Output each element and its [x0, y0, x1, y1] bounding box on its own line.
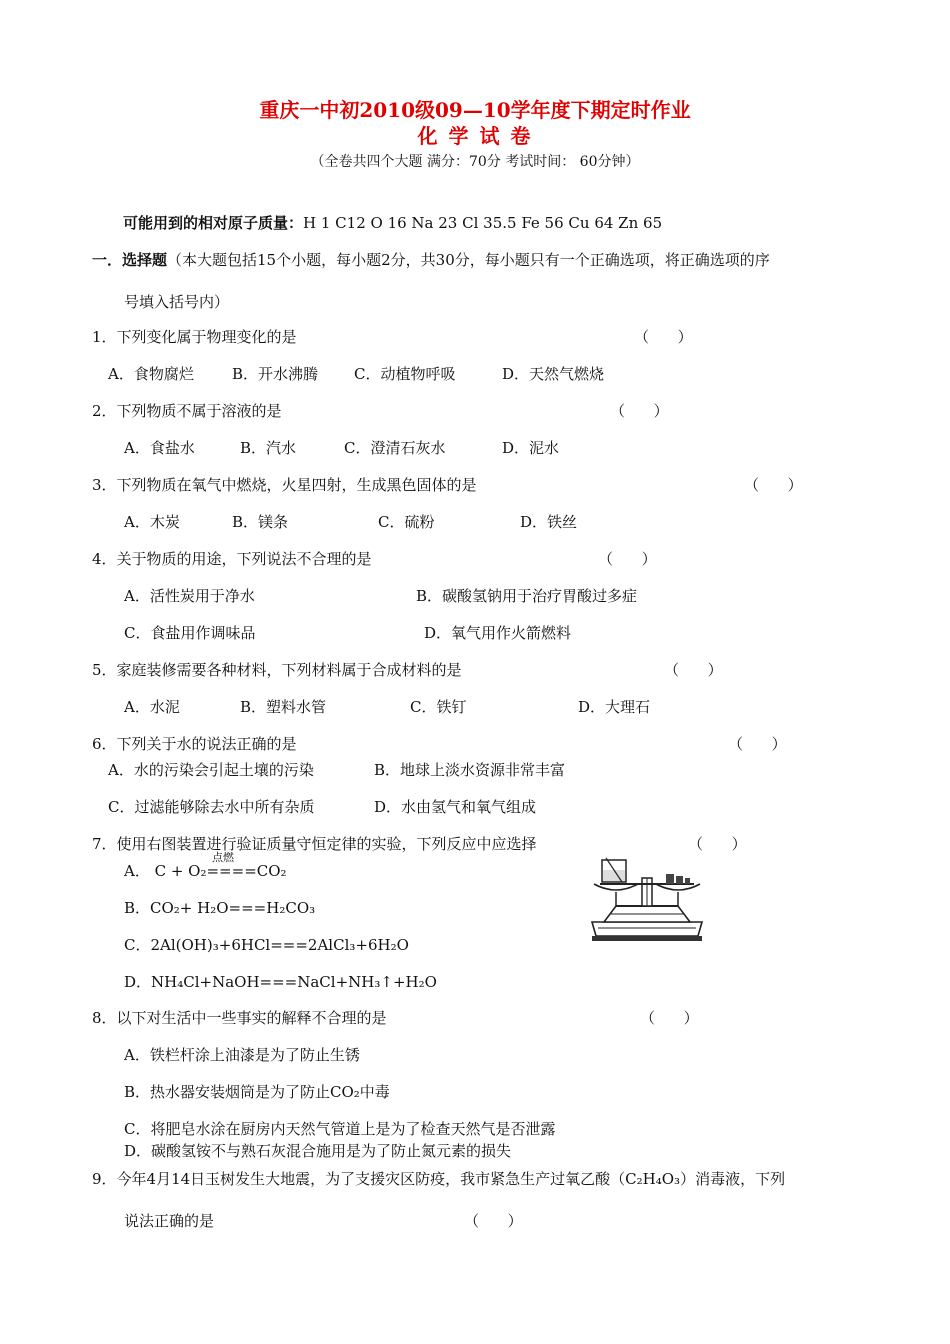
q1-option-d: D．天然气燃烧: [502, 365, 605, 383]
question-1-stem: 1．下列变化属于物理变化的是: [92, 328, 297, 346]
q6-option-b: B．地球上淡水资源非常丰富: [374, 761, 566, 779]
answer-blank: （ ）: [598, 550, 657, 568]
question-7-stem: 7．使用右图装置进行验证质量守恒定律的实验，下列反应中应选择: [92, 835, 537, 853]
q7-option-a: A． C + O₂====CO₂: [124, 862, 287, 880]
q1-option-c: C．动植物呼吸: [354, 365, 456, 383]
q4-option-a: A．活性炭用于净水: [124, 587, 255, 605]
q6-option-a: A．水的污染会引起土壤的污染: [108, 761, 314, 779]
section1-instruction: （本大题包括15个小题，每小题2分，共30分，每小题只有一个正确选项，将正确选项的序: [167, 251, 770, 269]
q5-option-b: B．塑料水管: [240, 698, 327, 716]
question-9-stem-cont: 说法正确的是: [124, 1212, 215, 1230]
q8-option-a: A．铁栏杆涂上油漆是为了防止生锈: [124, 1046, 360, 1064]
answer-blank: （ ）: [664, 661, 723, 679]
q5-option-d: D．大理石: [578, 698, 651, 716]
answer-blank: （ ）: [688, 835, 747, 853]
q7-option-b: B．CO₂+ H₂O===H₂CO₃: [124, 899, 316, 917]
answer-blank: （ ）: [634, 328, 693, 346]
q4-option-c: C．食盐用作调味品: [124, 624, 256, 642]
question-3-stem: 3．下列物质在氧气中燃烧，火星四射，生成黑色固体的是: [92, 476, 477, 494]
paper-subtitle: 化 学 试 卷: [417, 124, 533, 148]
q5-option-a: A．水泥: [124, 698, 180, 716]
q3-option-b: B．镁条: [232, 513, 289, 531]
q6-option-d: D．水由氢气和氧气组成: [374, 798, 537, 816]
answer-blank: （ ）: [610, 402, 669, 420]
balance-scale-figure: [586, 856, 708, 944]
q7-option-d: D．NH₄Cl+NaOH===NaCl+NH₃↑+H₂O: [124, 973, 437, 991]
q3-option-c: C．硫粉: [378, 513, 435, 531]
q2-option-b: B．汽水: [240, 439, 297, 457]
reaction-condition: 点燃: [212, 851, 234, 864]
atomic-masses-label: 可能用到的相对原子质量：: [123, 214, 304, 232]
answer-blank: （ ）: [728, 735, 787, 753]
q5-option-c: C．铁钉: [410, 698, 467, 716]
atomic-masses-values: H 1 C12 O 16 Na 23 Cl 35.5 Fe 56 Cu 64 Zn 65: [303, 214, 663, 232]
answer-blank: （ ）: [464, 1212, 523, 1230]
atomic-masses-line: [123, 213, 662, 233]
q1-option-a: A．食物腐烂: [108, 365, 194, 383]
answer-blank: （ ）: [744, 476, 803, 494]
q7-option-c: C．2Al(OH)₃+6HCl===2AlCl₃+6H₂O: [124, 936, 409, 954]
q2-option-a: A．食盐水: [124, 439, 195, 457]
question-2-stem: 2．下列物质不属于溶液的是: [92, 402, 282, 420]
question-4-stem: 4．关于物质的用途，下列说法不合理的是: [92, 550, 372, 568]
q3-option-d: D．铁丝: [520, 513, 578, 531]
question-8-stem: 8．以下对生活中一些事实的解释不合理的是: [92, 1009, 387, 1027]
question-5-stem: 5．家庭装修需要各种材料，下列材料属于合成材料的是: [92, 661, 462, 679]
q1-option-b: B．开水沸腾: [232, 365, 319, 383]
section1-instruction-cont: 号填入括号内）: [124, 293, 230, 311]
q3-option-a: A．木炭: [124, 513, 180, 531]
q4-option-d: D．氧气用作火箭燃料: [424, 624, 572, 642]
q8-option-c: C．将肥皂水涂在厨房内天然气管道上是为了检查天然气是否泄露: [124, 1120, 556, 1138]
exam-info: （全卷共四个大题 满分：70分 考试时间： 60分钟）: [310, 154, 640, 170]
q2-option-c: C．澄清石灰水: [344, 439, 446, 457]
q4-option-b: B．碳酸氢钠用于治疗胃酸过多症: [416, 587, 638, 605]
q2-option-d: D．泥水: [502, 439, 560, 457]
q8-option-b: B．热水器安装烟筒是为了防止CO₂中毒: [124, 1083, 390, 1101]
paper-title: 重庆一中初2010级09—10学年度下期定时作业: [259, 98, 691, 122]
section1-heading-line: [92, 250, 770, 270]
section1-heading: 一．选择题: [92, 251, 168, 269]
q6-option-c: C．过滤能够除去水中所有杂质: [108, 798, 315, 816]
question-9-stem: 9．今年4月14日玉树发生大地震，为了支援灾区防疫，我市紧急生产过氧乙酸（C₂H₄O₃）消毒液，下列: [92, 1170, 786, 1188]
question-6-stem: 6．下列关于水的说法正确的是: [92, 735, 297, 753]
answer-blank: （ ）: [640, 1009, 699, 1027]
q8-option-d: D．碳酸氢铵不与熟石灰混合施用是为了防止氮元素的损失: [124, 1142, 512, 1160]
